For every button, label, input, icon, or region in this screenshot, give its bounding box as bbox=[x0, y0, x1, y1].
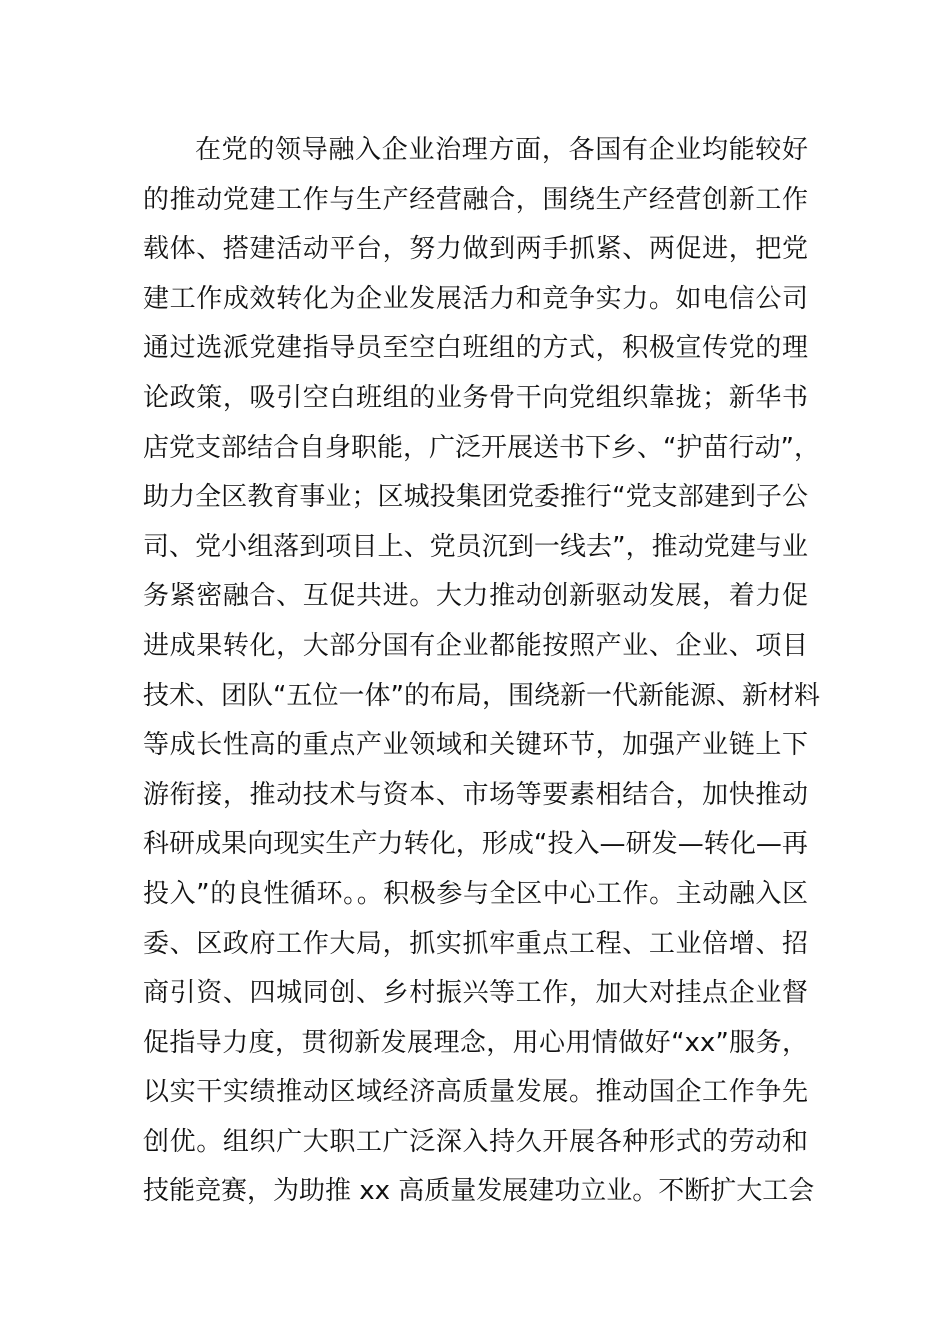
paragraph-line: 等成长性高的重点产业领域和关键环节，加强产业链上下 bbox=[143, 730, 808, 761]
body-paragraph bbox=[143, 126, 820, 1217]
paragraph-line: 助力全区教育事业；区城投集团党委推行“党支部建到子公 bbox=[143, 482, 808, 513]
paragraph-line: 的推动党建工作与生产经营融合，围绕生产经营创新工作 bbox=[143, 184, 808, 215]
paragraph-line: 促指导力度，贯彻新发展理念，用心用情做好“xx”服务， bbox=[143, 1027, 808, 1058]
paragraph-line: 司、党小组落到项目上、党员沉到一线去”，推动党建与业 bbox=[143, 531, 808, 562]
paragraph-line: 载体、搭建活动平台，努力做到两手抓紧、两促进，把党 bbox=[143, 234, 808, 265]
paragraph-line: 务紧密融合、互促共进。大力推动创新驱动发展，着力促 bbox=[143, 581, 808, 612]
paragraph-line: 技能竞赛，为助推 xx 高质量发展建功立业。不断扩大工会 bbox=[143, 1176, 815, 1207]
paragraph-line: 技术、团队“五位一体”的布局，围绕新一代新能源、新材料 bbox=[143, 680, 820, 711]
paragraph-line: 建工作成效转化为企业发展活力和竞争实力。如电信公司 bbox=[143, 283, 808, 314]
paragraph-line: 论政策，吸引空白班组的业务骨干向党组织靠拢；新华书 bbox=[143, 382, 808, 413]
paragraph-line: 创优。组织广大职工广泛深入持久开展各种形式的劳动和 bbox=[143, 1126, 808, 1157]
paragraph-line: 投入”的良性循环。。积极参与全区中心工作。主动融入区 bbox=[143, 878, 808, 909]
paragraph-line: 科研成果向现实生产力转化，形成“投入—研发—转化—再 bbox=[143, 829, 808, 860]
paragraph-line: 在党的领导融入企业治理方面，各国有企业均能较好 bbox=[195, 135, 808, 165]
paragraph-line: 商引资、四城同创、乡村振兴等工作，加大对挂点企业督 bbox=[143, 978, 808, 1009]
paragraph-line: 以实干实绩推动区域经济高质量发展。推动国企工作争先 bbox=[143, 1077, 808, 1108]
paragraph-line: 游衔接，推动技术与资本、市场等要素相结合，加快推动 bbox=[143, 779, 808, 810]
paragraph-line: 店党支部结合自身职能，广泛开展送书下乡、“护苗行动”， bbox=[143, 432, 820, 463]
paragraph-line: 通过选派党建指导员至空白班组的方式，积极宣传党的理 bbox=[143, 333, 808, 364]
paragraph-line: 进成果转化，大部分国有企业都能按照产业、企业、项目 bbox=[143, 630, 808, 661]
paragraph-line: 委、区政府工作大局，抓实抓牢重点工程、工业倍增、招 bbox=[143, 928, 808, 959]
